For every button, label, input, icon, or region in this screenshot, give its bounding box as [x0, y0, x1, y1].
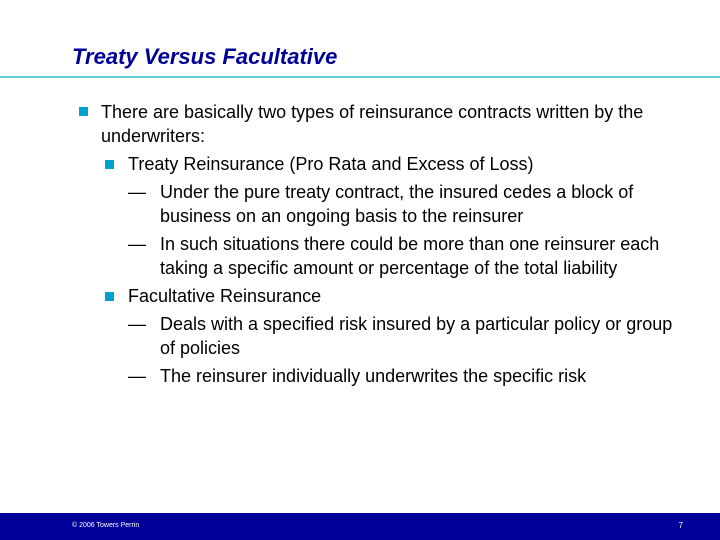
dash-bullet: —	[128, 366, 146, 386]
title-underline	[0, 76, 720, 78]
copyright-notice: © 2006 Towers Perrin	[72, 522, 140, 529]
bullet-level3	[0, 232, 720, 280]
bullet-text: The reinsurer individually underwrites the specific risk	[160, 366, 587, 386]
bullet-text: Under the pure treaty contract, the insured cedes a block of business on an ongoing basis to the reinsurer	[160, 182, 634, 226]
slide-body	[0, 100, 720, 388]
bullet-level3	[0, 312, 720, 360]
bullet-level3	[0, 364, 720, 388]
bullet-level1	[0, 100, 720, 148]
dash-bullet: —	[128, 234, 146, 254]
page-number: 7	[678, 521, 683, 530]
dash-bullet: —	[128, 182, 146, 202]
bullet-level3	[0, 180, 720, 228]
square-bullet-icon	[79, 107, 88, 116]
bullet-text: There are basically two types of reinsurance contracts written by the underwriters:	[101, 102, 644, 146]
footer-bar	[0, 513, 720, 540]
bullet-text: In such situations there could be more than one reinsurer each taking a specific amount or percentage of the total liability	[160, 234, 660, 278]
bullet-level2-facultative	[0, 284, 720, 308]
dash-bullet: —	[128, 314, 146, 334]
bullet-level2-treaty	[0, 152, 720, 176]
square-bullet-icon	[105, 160, 114, 169]
bullet-text: Treaty Reinsurance (Pro Rata and Excess of Loss)	[128, 154, 534, 174]
square-bullet-icon	[105, 292, 114, 301]
slide-title: Treaty Versus Facultative	[72, 44, 338, 69]
bullet-text: Facultative Reinsurance	[128, 286, 322, 306]
bullet-text: Deals with a specified risk insured by a particular policy or group of policies	[160, 314, 673, 358]
